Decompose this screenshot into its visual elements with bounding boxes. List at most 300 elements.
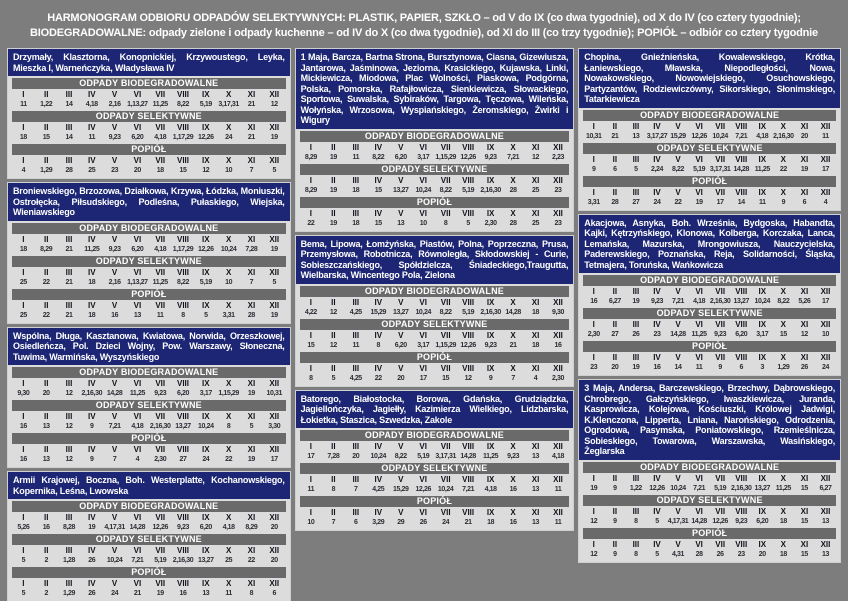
section-ash-days-row: [300, 518, 570, 527]
collection-days: 6,27: [608, 298, 621, 305]
collection-days: 11,25: [152, 101, 168, 108]
month-header-row: [300, 143, 570, 153]
month-label: I: [22, 445, 25, 454]
collection-days: 4,18: [154, 134, 167, 141]
month-label: VIII: [177, 445, 190, 454]
month-label: XII: [269, 156, 280, 165]
collection-days: 11: [156, 311, 164, 319]
collection-days: 4,17,31: [667, 517, 689, 525]
collection-days: 1,22: [40, 101, 53, 108]
section-biodegradable-days-row: [583, 484, 836, 493]
collection-days: 27: [611, 331, 619, 338]
month-label: X: [225, 267, 232, 277]
collection-days: 15: [307, 341, 315, 349]
section-ash-title: POPIÓŁ: [300, 197, 570, 208]
month-label: XII: [820, 187, 831, 197]
month-label: VIII: [462, 442, 475, 451]
month-label: II: [331, 475, 336, 484]
month-header-row: [12, 123, 286, 133]
collection-days: 13: [632, 132, 640, 140]
collection-days: 11: [20, 101, 27, 108]
collection-days: 24: [821, 364, 829, 371]
month-label: I: [592, 353, 595, 362]
month-label: V: [675, 473, 681, 483]
month-label: V: [675, 539, 681, 549]
collection-days: 8: [331, 486, 336, 493]
collection-days: 11: [352, 153, 360, 161]
collection-days: 11: [822, 132, 829, 140]
collection-days: 11: [307, 486, 315, 493]
month-label: XI: [800, 473, 809, 483]
month-label: XII: [553, 330, 563, 340]
collection-days: 8,22: [176, 101, 190, 108]
collection-days: 7,21: [131, 557, 144, 564]
month-label: II: [43, 234, 49, 244]
collection-days: 20: [270, 557, 278, 564]
month-label: IV: [88, 379, 96, 388]
collection-days: 12: [65, 456, 73, 463]
collection-days: 16: [19, 423, 27, 430]
month-label: IV: [374, 208, 383, 218]
collection-days: 10,31: [266, 390, 282, 397]
month-label: II: [331, 175, 336, 185]
section-selective-days-row: [12, 556, 286, 565]
month-label: III: [65, 300, 73, 310]
collection-days: 19: [590, 484, 598, 492]
month-label: XI: [800, 506, 809, 516]
month-label: II: [612, 287, 618, 296]
month-label: II: [43, 123, 49, 132]
month-label: II: [612, 320, 618, 329]
month-label: III: [352, 330, 360, 340]
month-label: VIII: [177, 156, 190, 165]
collection-days: 20: [758, 550, 766, 558]
collection-days: 13,27: [754, 484, 771, 492]
month-label: V: [111, 445, 118, 454]
section-selective-title: ODPADY SELEKTYWNE: [300, 319, 570, 330]
month-label: III: [65, 267, 73, 277]
collection-days: 19: [270, 245, 278, 253]
month-label: IX: [486, 297, 495, 307]
collection-days: 9: [613, 484, 617, 492]
month-label: IX: [202, 300, 210, 310]
collection-days: 19: [632, 364, 640, 371]
collection-days: 21: [133, 590, 141, 597]
month-label: VI: [695, 287, 703, 296]
collection-days: 4,18: [552, 453, 565, 460]
collection-days: 2,16,30: [773, 132, 794, 140]
collection-days: 24: [202, 456, 210, 463]
month-label: II: [43, 156, 49, 165]
collection-days: 19: [270, 311, 278, 319]
collection-days: 18: [88, 278, 96, 286]
collection-days: 12,26: [460, 341, 476, 349]
month-label: XII: [553, 175, 563, 185]
month-label: II: [612, 506, 618, 516]
month-label: VII: [715, 506, 726, 516]
month-label: VI: [133, 412, 142, 421]
month-label: II: [43, 412, 49, 421]
month-label: III: [352, 442, 360, 451]
collection-days: 6,20: [176, 390, 190, 397]
month-label: XI: [247, 90, 256, 99]
collection-days: 5: [21, 590, 26, 597]
collection-days: 9,23: [108, 134, 121, 141]
collection-days: 18: [779, 550, 787, 558]
collection-days: 21: [65, 278, 73, 286]
collection-days: 17: [821, 298, 829, 305]
collection-days: 20: [397, 374, 405, 382]
month-label: II: [612, 121, 618, 131]
collection-days: 21: [464, 519, 472, 526]
month-label: I: [592, 506, 595, 516]
collection-days: 12,26: [460, 153, 476, 161]
section-biodegradable-days-row: [12, 523, 286, 532]
collection-days: 26: [88, 557, 96, 564]
collection-days: 17: [419, 374, 427, 382]
collection-days: 22: [779, 165, 787, 173]
collection-days: 21: [247, 101, 255, 108]
month-label: VI: [419, 297, 427, 307]
month-label: VIII: [735, 154, 748, 164]
month-label: V: [675, 187, 681, 197]
collection-days: 1,15,29: [218, 390, 239, 397]
collection-days: 11: [225, 590, 232, 597]
collection-days: 5: [655, 550, 659, 558]
collection-days: 13: [821, 517, 829, 525]
month-header-row: [583, 474, 836, 484]
month-label: VI: [133, 123, 142, 132]
collection-days: 13: [202, 590, 210, 597]
collection-days: 2,30: [587, 331, 600, 338]
month-header-row: [12, 156, 286, 166]
month-label: V: [111, 123, 118, 132]
collection-days: 7: [511, 374, 515, 382]
collection-days: 21: [247, 134, 255, 141]
collection-days: 2,16,30: [149, 423, 171, 430]
collection-days: 11: [554, 486, 562, 493]
collection-days: 14: [65, 101, 73, 108]
month-label: VII: [440, 442, 451, 451]
collection-days: 10,31: [586, 132, 602, 140]
month-label: IX: [486, 363, 495, 373]
section-selective-title: ODPADY SELEKTYWNE: [12, 256, 286, 267]
month-label: VIII: [462, 297, 475, 307]
collection-days: 14: [65, 134, 73, 141]
month-label: IX: [486, 475, 495, 484]
collection-days: 6,20: [131, 245, 144, 253]
collection-days: 8: [309, 374, 313, 382]
collection-days: 28: [611, 198, 619, 206]
collection-days: 20: [270, 524, 278, 531]
month-label: VI: [419, 142, 427, 152]
month-label: VI: [695, 539, 703, 549]
month-label: II: [331, 330, 336, 340]
collection-days: 9,23: [176, 524, 190, 531]
collection-days: 15,29: [670, 132, 686, 140]
collection-days: 29: [397, 519, 405, 526]
month-label: III: [352, 297, 360, 307]
collection-days: 1,15,29: [435, 341, 456, 349]
month-header-row: [300, 209, 570, 219]
section-biodegradable-title: ODPADY BIODEGRADOWALNE: [583, 110, 836, 121]
month-label: VIII: [735, 320, 748, 329]
month-label: V: [111, 546, 118, 555]
collection-days: 4,18: [154, 245, 167, 253]
collection-days: 7: [249, 167, 254, 174]
month-label: I: [22, 90, 25, 99]
collection-days: 2,24: [650, 165, 663, 173]
month-label: VII: [440, 330, 451, 340]
month-label: V: [111, 90, 118, 99]
section-biodegradable-days-row: [300, 452, 570, 461]
month-label: XI: [531, 142, 540, 152]
month-label: X: [225, 234, 232, 244]
collection-days: 28: [509, 186, 517, 194]
month-label: X: [225, 445, 232, 454]
month-label: VIII: [177, 379, 190, 388]
collection-days: 15: [800, 550, 808, 558]
collection-days: 10,24: [106, 557, 123, 564]
collection-days: 19: [329, 186, 337, 194]
section-biodegradable-days-row: [12, 100, 286, 109]
month-label: VIII: [735, 187, 748, 197]
month-header-row: [300, 442, 570, 452]
collection-days: 12,26: [198, 134, 214, 141]
collection-days: 17: [270, 456, 278, 463]
collection-days: 16: [509, 486, 517, 493]
month-label: VI: [133, 90, 142, 99]
collection-days: 25: [532, 219, 540, 227]
month-label: I: [309, 330, 312, 340]
schedule-card: [579, 380, 840, 562]
collection-days: 21: [65, 311, 73, 319]
month-label: III: [352, 475, 360, 484]
month-label: IV: [374, 142, 383, 152]
month-label: VIII: [735, 121, 748, 131]
month-label: V: [398, 297, 404, 307]
collection-days: 11,25: [691, 331, 707, 338]
month-label: III: [352, 142, 360, 152]
collection-days: 10: [821, 331, 829, 338]
collection-days: 19: [270, 134, 278, 141]
collection-days: 18: [352, 186, 360, 194]
collection-days: 22: [674, 198, 682, 206]
month-label: V: [675, 320, 681, 329]
month-label: IX: [758, 187, 767, 197]
month-header-row: [583, 155, 836, 165]
month-label: XII: [269, 123, 280, 132]
collection-days: 18: [532, 341, 540, 349]
month-label: XI: [247, 412, 256, 421]
month-label: X: [225, 546, 232, 555]
month-label: XII: [269, 546, 280, 555]
collection-days: 12: [532, 153, 540, 161]
month-label: IX: [486, 142, 495, 152]
month-label: I: [309, 475, 312, 484]
collection-days: 4,22: [304, 308, 317, 316]
collection-days: 14,28: [460, 453, 476, 460]
month-label: XI: [531, 297, 540, 307]
section-selective-days-row: [583, 517, 836, 526]
month-label: V: [398, 330, 404, 340]
schedule-card: [296, 391, 574, 531]
collection-days: 5: [272, 167, 276, 174]
month-label: VII: [155, 267, 166, 277]
month-header-row: [12, 445, 286, 455]
month-label: II: [43, 90, 49, 99]
month-label: I: [22, 513, 25, 522]
collection-days: 5: [634, 165, 638, 173]
month-label: VIII: [462, 175, 475, 185]
month-label: VII: [715, 473, 726, 483]
collection-days: 13: [397, 219, 405, 227]
month-label: XI: [247, 156, 256, 165]
month-label: VII: [155, 123, 166, 132]
section-selective-title: ODPADY SELEKTYWNE: [583, 143, 836, 154]
collection-days: 12: [65, 390, 73, 397]
collection-days: 10,24: [370, 453, 387, 460]
month-label: X: [780, 353, 787, 362]
collection-days: 2,30: [154, 456, 167, 463]
month-label: I: [592, 539, 595, 549]
month-label: VII: [715, 187, 726, 197]
collection-days: 8,22: [372, 153, 385, 161]
month-label: IX: [486, 442, 495, 451]
month-label: IV: [653, 154, 661, 164]
month-label: VII: [440, 475, 451, 484]
month-label: VII: [155, 156, 166, 165]
section-ash-title: POPIÓŁ: [12, 567, 286, 578]
collection-days: 13: [821, 550, 829, 558]
month-label: XII: [820, 353, 831, 362]
collection-days: 8,29: [40, 245, 53, 253]
month-label: II: [331, 297, 336, 307]
month-label: IV: [374, 508, 383, 517]
collection-days: 3,17,31: [218, 101, 239, 108]
month-header-row: [12, 546, 286, 556]
month-label: VIII: [177, 123, 190, 132]
month-label: VIII: [177, 300, 190, 310]
collection-days: 9: [613, 550, 617, 558]
collection-days: 9,30: [17, 390, 30, 397]
month-label: XI: [531, 175, 540, 185]
collection-days: 21: [611, 132, 619, 140]
month-label: V: [675, 154, 681, 164]
month-label: VI: [419, 330, 427, 340]
month-label: X: [780, 506, 787, 516]
collection-days: 7,21: [693, 484, 706, 492]
collection-days: 6,20: [394, 153, 407, 161]
month-label: XII: [269, 513, 280, 522]
collection-days: 13: [42, 456, 50, 463]
month-label: VII: [715, 539, 726, 549]
month-label: X: [225, 513, 232, 522]
month-label: XI: [800, 320, 809, 329]
month-label: VI: [419, 208, 427, 218]
month-label: VIII: [177, 267, 190, 277]
month-label: III: [632, 473, 640, 483]
month-label: II: [612, 473, 618, 483]
section-ash-days-row: [583, 363, 836, 372]
collection-days: 1,22: [629, 484, 642, 492]
month-label: IV: [653, 353, 661, 362]
month-label: III: [632, 539, 640, 549]
section-selective-days-row: [583, 330, 836, 339]
month-label: III: [65, 579, 73, 588]
collection-days: 13: [532, 519, 540, 526]
banner-line-2: BIODEGRADOWALNE: odpady zielone i odpady kuchenne – od IV do X (co dwa tygodnie), od XI do III (co trzy tygodnie); POPIÓŁ – odbiór co cztery tygodnie: [30, 27, 818, 39]
month-label: X: [780, 473, 787, 483]
collection-days: 6: [613, 165, 617, 173]
month-label: X: [780, 187, 787, 197]
collection-days: 2,16,30: [480, 186, 501, 194]
collection-days: 20: [133, 167, 141, 174]
month-label: XII: [553, 142, 563, 152]
month-label: V: [111, 300, 118, 310]
collection-days: 2,16,30: [81, 390, 103, 397]
collection-days: 19: [88, 524, 96, 531]
collection-days: 8: [634, 517, 638, 525]
month-label: VI: [133, 445, 142, 454]
collection-days: 26: [88, 590, 96, 597]
month-label: VII: [715, 320, 726, 329]
collection-days: 18: [19, 245, 27, 253]
collection-days: 9,30: [552, 308, 565, 316]
section-ash-days-row: [12, 589, 286, 598]
collection-days: 8,22: [672, 165, 685, 173]
month-label: VIII: [177, 513, 190, 522]
collection-days: 15: [374, 186, 382, 194]
collection-days: 23: [111, 167, 119, 174]
month-label: I: [309, 508, 312, 517]
month-label: X: [225, 379, 232, 388]
collection-days: 9,23: [507, 453, 520, 460]
month-label: VIII: [735, 539, 748, 549]
month-label: I: [309, 363, 312, 373]
month-label: IV: [653, 320, 661, 329]
collection-days: 1,13,27: [127, 101, 148, 108]
collection-days: 12: [65, 423, 73, 430]
month-label: VI: [419, 442, 427, 451]
month-header-row: [12, 379, 286, 389]
collection-days: 3,31: [587, 198, 600, 206]
month-label: II: [43, 379, 49, 388]
month-label: III: [632, 287, 640, 296]
collection-days: 16: [179, 590, 187, 597]
month-label: III: [65, 412, 73, 421]
collection-days: 8,22: [176, 278, 190, 286]
month-header-row: [12, 90, 286, 100]
collection-days: 9: [592, 165, 596, 173]
schedule-card: [8, 49, 290, 178]
month-label: II: [331, 363, 336, 373]
collection-days: 12: [329, 308, 337, 316]
month-header-row: [583, 122, 836, 132]
month-label: IX: [758, 287, 767, 296]
month-label: V: [398, 508, 404, 517]
month-label: XI: [800, 187, 809, 197]
month-header-row: [12, 301, 286, 311]
collection-days: 2,23: [552, 153, 565, 161]
card-column-1: [8, 49, 290, 601]
month-label: XII: [269, 412, 280, 421]
month-label: XII: [553, 508, 563, 517]
collection-days: 12,26: [415, 486, 431, 493]
collection-days: 3,17,27: [646, 132, 668, 140]
collection-days: 28: [509, 219, 517, 227]
month-label: I: [592, 287, 595, 296]
